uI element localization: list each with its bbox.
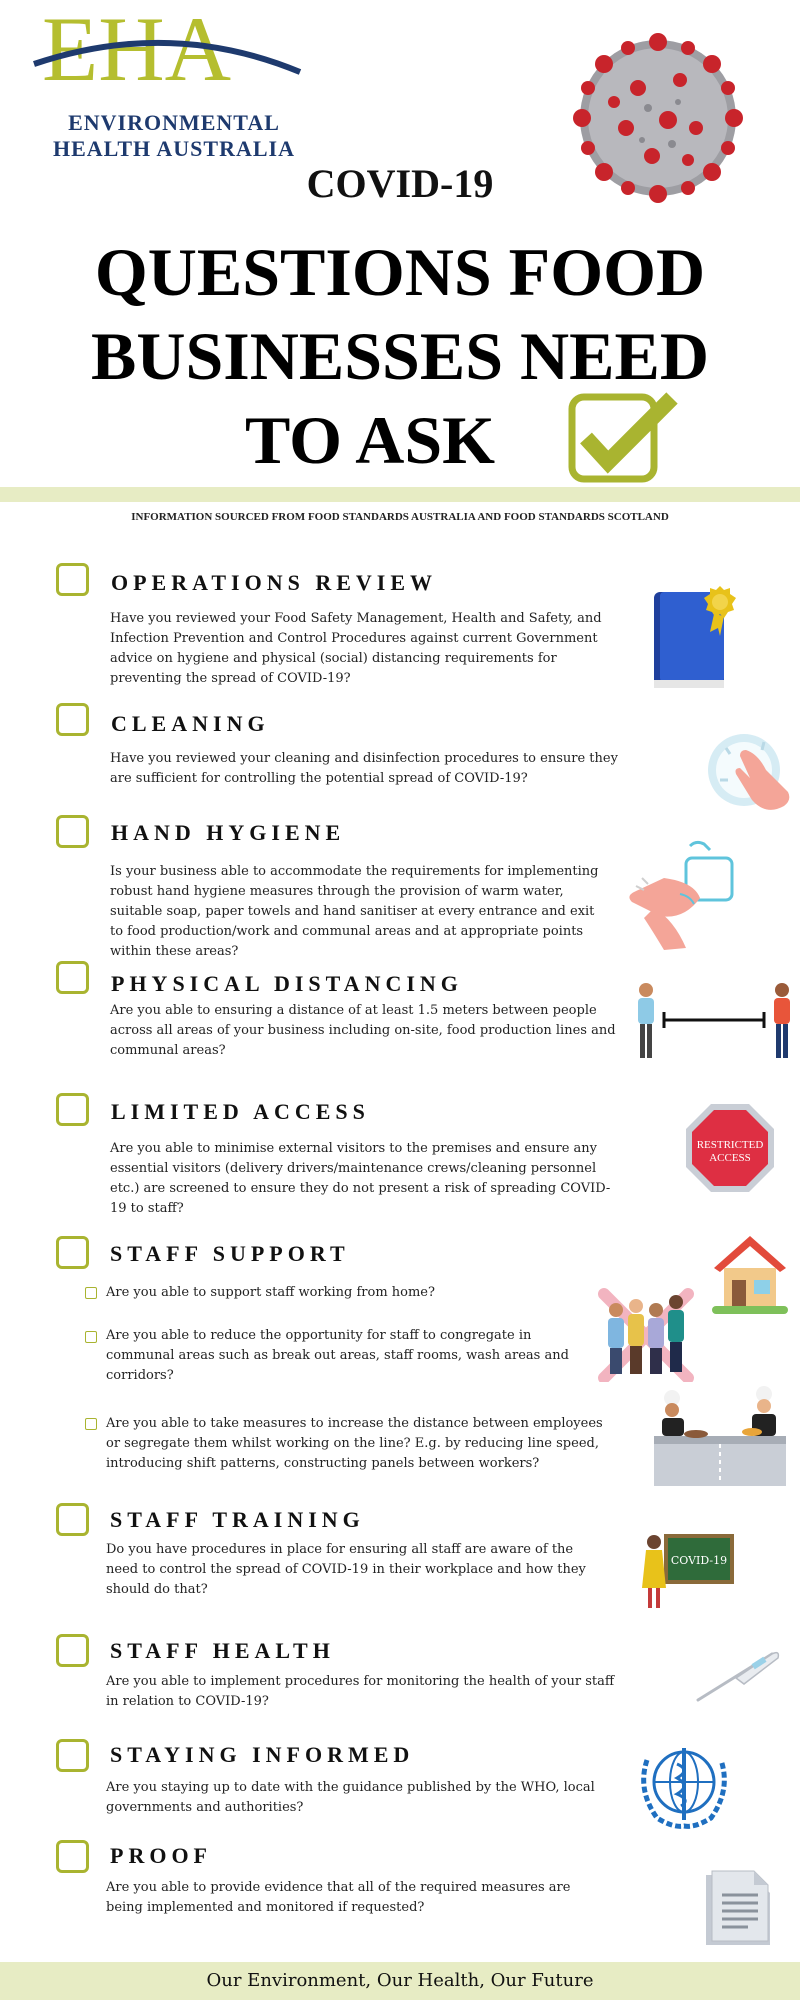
hand-hygiene-text: Is your business able to accommodate the requirements for implementing robust hand hygiene measures through the provision of warm water, suitable soap, paper towels and hand sanitiser at every entrance and exit to food production/work and communal areas and at appropriate points within these areas? xyxy=(110,864,599,959)
staff-health-text: Are you able to implement procedures for monitoring the health of your staff in relation to COVID-19? xyxy=(106,1674,615,1709)
staff-health-checkbox[interactable] xyxy=(56,1634,89,1667)
logo-line-2: HEALTH AUSTRALIA xyxy=(53,136,295,161)
restricted-access-sign-icon xyxy=(684,1102,776,1194)
limited-access-text: Are you able to minimise external visitors to the premises and ensure any essential visitors (delivery drivers/maintenance crews/cleaning personnel etc.) are screened to ensure they do not present a risk of spreading COVID-19 to staff? xyxy=(110,1141,611,1216)
staff-support-item-2-checkbox[interactable] xyxy=(85,1331,97,1343)
logo-line-1: ENVIRONMENTAL xyxy=(68,110,280,135)
teacher-board-icon xyxy=(640,1530,736,1610)
staff-support-title: STAFF SUPPORT xyxy=(110,1241,350,1266)
staff-support-checkbox[interactable] xyxy=(56,1236,89,1269)
title-line-3: TO ASK xyxy=(244,402,496,478)
cleaning-title: CLEANING xyxy=(111,711,270,736)
staff-support-item-1-checkbox[interactable] xyxy=(85,1287,97,1299)
crowd-crossed-icon xyxy=(598,1288,694,1382)
source-note: INFORMATION SOURCED FROM FOOD STANDARDS AUSTRALIA AND FOOD STANDARDS SCOTLAND xyxy=(131,511,669,523)
distancing-people-icon xyxy=(632,982,798,1064)
staff-health-title: STAFF HEALTH xyxy=(110,1638,335,1663)
house-icon xyxy=(712,1234,788,1316)
covid-title: COVID-19 xyxy=(306,161,494,206)
proof-text: Are you able to provide evidence that all of the required measures are being implemented and monitored if requested? xyxy=(106,1880,571,1915)
staying-informed-title: STAYING INFORMED xyxy=(110,1742,415,1767)
eha-logo-text xyxy=(44,110,304,162)
thermometer-icon xyxy=(692,1644,784,1706)
cleaning-hand-icon xyxy=(706,730,796,814)
staff-support-item-3-checkbox[interactable] xyxy=(85,1418,97,1430)
document-icon xyxy=(702,1869,774,1949)
hand-washing-icon xyxy=(624,838,736,950)
hand-hygiene-title: HAND HYGIENE xyxy=(111,820,346,845)
checkmark-icon xyxy=(568,392,678,484)
staff-support-item-2: Are you able to reduce the opportunity for staff to congregate in communal areas such as break out areas, staff rooms, wash areas and corridors? xyxy=(106,1328,569,1383)
staff-training-text: Do you have procedures in place for ensuring all staff are aware of the need to control the spread of COVID-19 in their workplace and how they should do that? xyxy=(106,1542,586,1597)
operations-checkbox[interactable] xyxy=(56,563,89,596)
distancing-checkbox[interactable] xyxy=(56,961,89,994)
staying-informed-text: Are you staying up to date with the guidance published by the WHO, local governments and authorities? xyxy=(106,1780,595,1815)
title-line-2: BUSINESSES NEED xyxy=(91,318,709,394)
staff-training-checkbox[interactable] xyxy=(56,1503,89,1536)
footer-slogan: Our Environment, Our Health, Our Future xyxy=(0,1962,800,2000)
staying-informed-checkbox[interactable] xyxy=(56,1739,89,1772)
board-text: COVID-19 xyxy=(670,1554,728,1567)
staff-support-item-1: Are you able to support staff working from home? xyxy=(106,1285,435,1300)
staff-support-item-3: Are you able to take measures to increase the distance between employees or segregate them whilst working on the line? E.g. by reducing line speed, introducing shift patterns, constructing panels between workers? xyxy=(106,1416,603,1471)
sign-line-1: RESTRICTED xyxy=(696,1139,764,1151)
header-band xyxy=(0,487,800,502)
distancing-title: PHYSICAL DISTANCING xyxy=(111,971,463,996)
cleaning-checkbox[interactable] xyxy=(56,703,89,736)
cleaning-text: Have you reviewed your cleaning and disinfection procedures to ensure they are sufficient for controlling the potential spread of COVID-19? xyxy=(110,751,618,786)
logo-letters: EHA xyxy=(42,6,232,90)
limited-access-title: LIMITED ACCESS xyxy=(111,1099,370,1124)
title-line-1: QUESTIONS FOOD xyxy=(94,234,706,310)
chefs-line-icon xyxy=(652,1384,788,1488)
operations-text: Have you reviewed your Food Safety Management, Health and Safety, and Infection Prevention and Control Procedures against current Government advice on hygiene and physical (social) distancing requirements for preventing the spread of COVID-19? xyxy=(110,611,602,686)
distancing-text: Are you able to ensuring a distance of at least 1.5 meters between people across all areas of your business including on-site, food production lines and communal areas? xyxy=(110,1003,616,1058)
limited-access-checkbox[interactable] xyxy=(56,1093,89,1126)
proof-checkbox[interactable] xyxy=(56,1840,89,1873)
who-emblem-icon xyxy=(633,1740,735,1830)
staff-training-title: STAFF TRAINING xyxy=(110,1507,365,1532)
eha-logo-letters xyxy=(30,6,310,90)
book-award-icon xyxy=(650,584,740,692)
operations-title: OPERATIONS REVIEW xyxy=(111,570,438,595)
person-left xyxy=(638,983,654,1058)
hand-hygiene-checkbox[interactable] xyxy=(56,815,89,848)
person-right xyxy=(774,983,790,1058)
proof-title: PROOF xyxy=(110,1843,212,1868)
sign-line-2: ACCESS xyxy=(709,1152,751,1164)
